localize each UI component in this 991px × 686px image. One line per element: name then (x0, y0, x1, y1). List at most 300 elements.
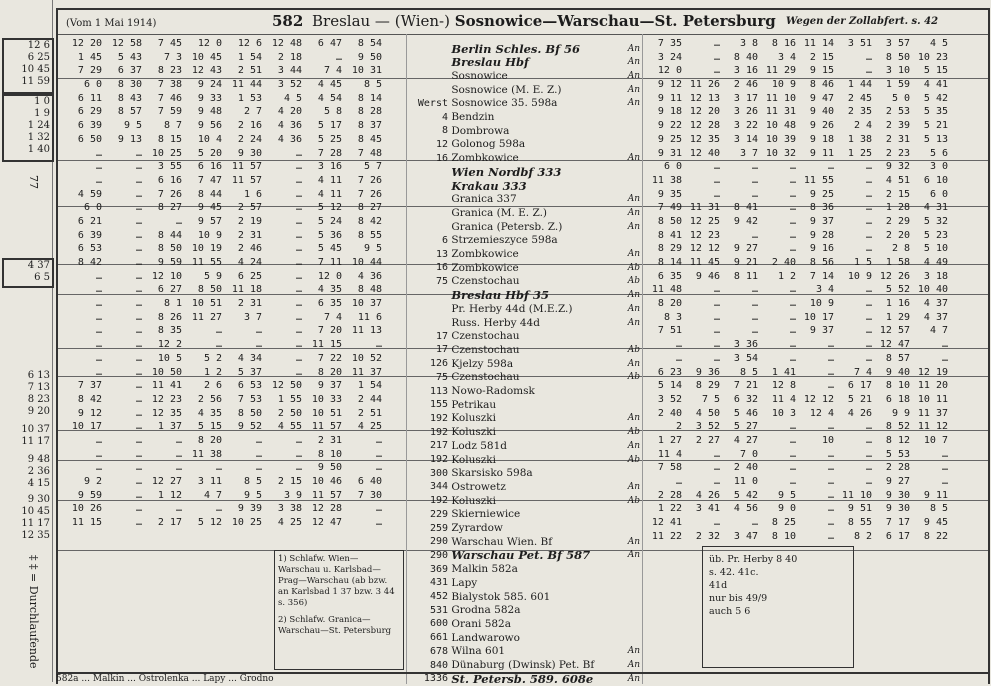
station-km: 290 (429, 536, 448, 548)
station-name: Wilna 601 (451, 645, 506, 658)
time-cell: 7 11 (317, 257, 342, 268)
time-cell: … (865, 215, 872, 227)
time-cell: 2 31 (885, 133, 910, 145)
time-cell: 6 18 (885, 393, 910, 405)
time-cell: 1 27 (657, 434, 682, 446)
time-cell: 11 55 (803, 174, 834, 186)
station-row (410, 494, 640, 507)
time-cell: 7 26 (157, 188, 182, 200)
time-cell: … (135, 352, 142, 364)
time-cell: 8 29 (695, 380, 720, 392)
time-cell: … (95, 434, 102, 446)
time-cell: 9 15 (809, 65, 834, 77)
time-cell: 10 32 (765, 147, 796, 159)
time-cell: … (295, 325, 302, 337)
time-cell: 9 26 (809, 120, 834, 132)
legend-item-2: s. 42. 41c. (709, 567, 759, 578)
time-cell: … (135, 339, 142, 351)
time-row (62, 120, 402, 134)
time-cell: 8 50 (157, 243, 182, 255)
time-cell: 8 50 (885, 51, 910, 63)
time-row (62, 38, 402, 52)
time-cell: 12 28 (689, 120, 720, 132)
station-row (410, 193, 640, 206)
time-cell: 5 8 (323, 106, 342, 118)
station-km: 113 (429, 385, 448, 397)
time-cell: … (865, 65, 872, 77)
time-cell: 11 48 (651, 284, 682, 296)
time-cell: 3 52 (277, 79, 302, 91)
time-cell: 8 45 (357, 133, 382, 145)
time-cell: 8 36 (809, 202, 834, 214)
legend-item-4: nur bis 49/9 (709, 593, 768, 604)
station-row (410, 111, 640, 124)
time-cell: 4 41 (923, 79, 948, 91)
station-name: Czenstochau (451, 330, 520, 343)
station-km: 229 (429, 508, 448, 520)
time-cell: 9 52 (237, 421, 262, 433)
time-cell: 2 32 (695, 530, 720, 542)
time-cell: 8 5 (363, 79, 382, 91)
time-cell: 1 2 (777, 270, 796, 282)
time-row (62, 202, 402, 216)
time-cell: 6 37 (117, 65, 142, 77)
time-cell: … (789, 462, 796, 474)
time-cell: … (713, 311, 720, 323)
time-row (644, 367, 986, 381)
time-cell: … (941, 476, 948, 487)
time-cell: 9 40 (885, 366, 910, 378)
time-cell: 2 46 (733, 79, 758, 91)
station-name: Berlin Schles. Bf 56 (451, 41, 581, 56)
time-cell: 7 59 (157, 106, 182, 118)
time-cell: 12 47 (311, 517, 342, 529)
time-cell: 10 9 (771, 79, 796, 91)
station-row (410, 480, 640, 493)
time-cell: 5 17 (317, 120, 342, 132)
time-row (644, 462, 986, 476)
station-km: 17 (435, 344, 448, 356)
time-cell: 11 37 (351, 366, 382, 378)
time-cell: 1 44 (847, 79, 872, 91)
station-name: Dünaburg (Dwinsk) Pet. Bf (451, 659, 595, 671)
time-cell: … (713, 38, 720, 49)
sidebar-time: 2 36 (27, 466, 50, 477)
station-km: 16 (435, 262, 448, 274)
time-cell: 8 15 (157, 133, 182, 145)
time-cell: 6 25 (237, 270, 262, 282)
time-cell: 3 7 (739, 147, 758, 159)
time-cell: 5 35 (923, 106, 948, 118)
time-cell: 4 7 (929, 325, 948, 337)
time-row (62, 257, 402, 271)
time-row (644, 312, 986, 326)
time-cell: … (865, 434, 872, 446)
time-cell: 3 4 (777, 51, 796, 63)
time-cell: 6 17 (847, 380, 872, 392)
time-cell: … (789, 174, 796, 186)
time-cell: 8 57 (117, 106, 142, 118)
station-arr-dep: An (627, 70, 640, 81)
time-cell: 3 52 (695, 421, 720, 433)
station-row (410, 316, 640, 329)
time-cell: … (135, 284, 142, 296)
station-km: 344 (429, 481, 448, 493)
time-cell: 8 50 (197, 284, 222, 296)
time-cell: 9 42 (733, 215, 758, 227)
time-cell: 5 24 (317, 215, 342, 227)
time-cell: 10 26 (71, 503, 102, 515)
time-cell: 8 50 (657, 215, 682, 227)
time-cell: 12 50 (271, 380, 302, 392)
station-name: Krakau 333 (451, 178, 527, 193)
time-cell: … (295, 257, 302, 268)
time-cell: 6 0 (83, 202, 102, 214)
time-cell: 12 6 (237, 38, 262, 49)
time-cell: … (827, 517, 834, 529)
time-cell: 9 37 (809, 325, 834, 337)
time-cell: 8 56 (809, 257, 834, 268)
time-cell: 8 11 (733, 270, 758, 282)
station-km: 600 (429, 618, 448, 630)
time-cell: 10 51 (191, 298, 222, 310)
time-cell: 11 44 (231, 79, 262, 91)
time-row (644, 271, 986, 285)
time-cell: 9 24 (197, 79, 222, 91)
time-cell: 5 15 (197, 421, 222, 433)
time-cell: … (865, 462, 872, 474)
station-name: Breslau Hbf 35 (451, 288, 549, 303)
station-km: 217 (429, 440, 448, 452)
time-cell: 11 31 (689, 202, 720, 214)
time-cell: 8 41 (657, 229, 682, 241)
time-cell: 2 20 (885, 229, 910, 241)
station-name: Golonog 598a (451, 138, 526, 151)
vertical-legend: ‡ ‡ = Durchlaufende (27, 555, 40, 669)
station-arr-dep: An (627, 440, 640, 451)
time-cell: … (135, 407, 142, 419)
station-km: 13 (435, 248, 448, 260)
time-cell: … (255, 434, 262, 446)
station-row (410, 97, 640, 110)
time-cell: 9 2 (83, 476, 102, 487)
time-cell: 7 22 (317, 352, 342, 364)
time-cell: 6 0 (663, 161, 682, 173)
time-cell: 1 28 (885, 202, 910, 214)
time-cell: 8 55 (357, 229, 382, 241)
time-cell: 9 18 (657, 106, 682, 118)
time-cell: 3 11 (197, 476, 222, 487)
time-cell: … (375, 517, 382, 529)
time-cell: … (135, 421, 142, 433)
time-cell: 1 22 (657, 503, 682, 515)
time-row (62, 230, 402, 244)
time-cell: 3 8 (739, 38, 758, 49)
time-cell: 9 45 (197, 202, 222, 214)
sidebar-time: 6 5 (34, 272, 50, 283)
route-plain-2: (Wien-) (394, 12, 450, 30)
time-cell: … (751, 161, 758, 173)
time-cell: 3 9 (283, 489, 302, 501)
time-cell: 8 41 (733, 202, 758, 214)
time-row (644, 243, 986, 257)
time-cell: … (135, 448, 142, 460)
sidebar-time: 12 6 (27, 40, 50, 51)
time-cell: 10 17 (71, 421, 102, 433)
time-cell: … (175, 462, 182, 474)
time-cell: … (135, 229, 142, 241)
time-cell: … (789, 448, 796, 460)
station-row (410, 234, 640, 247)
station-name: Russ. Herby 44d (451, 316, 540, 329)
time-cell: 3 14 (733, 133, 758, 145)
station-name: Lodz 581d (451, 439, 507, 452)
time-cell: … (827, 448, 834, 460)
time-cell: … (713, 462, 720, 474)
time-cell: … (135, 174, 142, 186)
time-cell: 8 44 (157, 229, 182, 241)
time-cell: 7 51 (657, 325, 682, 337)
time-cell: … (175, 503, 182, 515)
time-cell: … (675, 339, 682, 351)
customs-note: Wegen der Zollabfert. s. 42 (786, 16, 939, 27)
time-cell: 12 25 (689, 215, 720, 227)
station-row (410, 522, 640, 535)
time-row (62, 175, 402, 189)
time-cell: 11 29 (765, 65, 796, 77)
time-cell: 3 4 (815, 284, 834, 296)
time-row (644, 65, 986, 79)
sidebar-time: 10 37 (21, 424, 50, 435)
station-arr-dep: Ab (627, 454, 640, 465)
time-cell: … (135, 257, 142, 268)
station-name: Koluszki (451, 494, 496, 507)
time-cell: … (941, 352, 948, 364)
time-cell: 3 44 (277, 65, 302, 77)
time-cell: … (941, 448, 948, 460)
time-cell: 12 40 (689, 147, 720, 159)
time-cell: 1 45 (77, 51, 102, 63)
time-cell: 5 6 (929, 147, 948, 159)
time-cell: 7 20 (317, 325, 342, 337)
time-cell: 7 5 (701, 393, 720, 405)
time-cell: … (135, 462, 142, 474)
time-cell: 12 20 (71, 38, 102, 49)
time-cell: 2 53 (885, 106, 910, 118)
time-cell: 8 1 (163, 298, 182, 310)
station-row (410, 138, 640, 151)
time-cell: 6 35 (657, 270, 682, 282)
time-cell: 9 47 (809, 92, 834, 104)
time-cell: … (95, 284, 102, 296)
time-cell: 4 26 (695, 489, 720, 501)
station-row (410, 508, 640, 521)
time-cell: 3 18 (923, 270, 948, 282)
time-cell: 10 45 (191, 51, 222, 63)
time-cell: … (215, 462, 222, 474)
station-name: Bendzin (451, 111, 495, 123)
time-cell: 12 57 (879, 325, 910, 337)
time-cell: 9 25 (809, 188, 834, 200)
station-km: 12 (435, 138, 448, 150)
time-cell: 4 5 (929, 38, 948, 49)
sleeper-note-1: 1) Schlafw. Wien—Warschau u. Karlsbad—Prag—Warschau (ab bzw. an Karlsbad 1 37 bzw. 3 44 s. 356) (278, 554, 395, 608)
station-name: Czenstochau (451, 371, 520, 384)
station-name: Koluszki (451, 453, 496, 466)
time-cell: 9 5 (363, 243, 382, 255)
sidebar-time: 10 45 (21, 64, 50, 75)
time-cell: … (713, 174, 720, 186)
station-row (410, 248, 640, 261)
time-cell: 4 36 (277, 133, 302, 145)
time-cell: 4 56 (733, 503, 758, 515)
time-cell: … (713, 325, 720, 337)
station-km: 192 (429, 426, 448, 438)
time-cell: 9 5 (243, 489, 262, 501)
time-cell: 11 13 (351, 325, 382, 337)
station-km: 840 (429, 659, 448, 671)
legend-item-1: üb. Pr. Herby 8 40 (709, 554, 798, 565)
time-cell: 4 36 (357, 270, 382, 282)
time-cell: 9 35 (657, 188, 682, 200)
station-row (410, 343, 640, 356)
time-cell: 6 29 (77, 106, 102, 118)
time-cell: … (865, 229, 872, 241)
time-cell: 5 32 (923, 215, 948, 227)
station-arr-dep: An (627, 57, 640, 68)
time-row (62, 449, 402, 463)
station-row (410, 576, 640, 589)
sidebar-time: 9 30 (27, 494, 50, 505)
time-cell: 10 19 (191, 243, 222, 255)
time-cell: 8 25 (771, 517, 796, 529)
time-cell: 10 33 (311, 393, 342, 405)
station-row (410, 289, 640, 302)
time-cell: 11 37 (917, 407, 948, 419)
time-cell: 11 27 (191, 311, 222, 323)
time-cell: … (865, 202, 872, 214)
station-row (410, 220, 640, 233)
time-cell: 8 2 (853, 530, 872, 542)
time-cell: 9 18 (809, 133, 834, 145)
time-cell: 5 42 (733, 489, 758, 501)
sidebar-time: 4 37 (27, 260, 50, 271)
time-cell: … (941, 339, 948, 351)
time-cell: 2 39 (885, 120, 910, 132)
time-cell: 12 0 (197, 38, 222, 49)
time-cell: 2 (675, 421, 682, 433)
time-cell: 2 35 (847, 106, 872, 118)
time-cell: 1 2 (203, 366, 222, 378)
time-cell: 1 16 (885, 298, 910, 310)
time-cell: 7 35 (657, 38, 682, 49)
station-name: Malkin 582a (451, 563, 518, 576)
time-cell: 6 53 (77, 243, 102, 255)
time-cell: … (135, 393, 142, 405)
time-cell: 8 27 (157, 202, 182, 214)
time-cell: … (135, 325, 142, 337)
station-row (410, 659, 640, 672)
time-cell: 6 16 (197, 161, 222, 173)
legend-item-3: 41d (709, 580, 728, 591)
time-cell: 5 2 (203, 352, 222, 364)
time-row (644, 353, 986, 367)
time-row (62, 106, 402, 120)
time-cell: … (827, 339, 834, 351)
station-arr-dep: An (627, 358, 640, 369)
time-cell: … (789, 339, 796, 351)
time-cell: 9 12 (77, 407, 102, 419)
time-row (62, 134, 402, 148)
time-row (62, 435, 402, 449)
time-cell: 7 17 (885, 517, 910, 529)
station-name: Zyrardow (451, 522, 503, 534)
time-cell: 10 25 (151, 147, 182, 159)
time-cell: 1 6 (243, 188, 262, 200)
station-arr-dep: An (627, 207, 640, 218)
time-cell: … (95, 298, 102, 310)
station-km: 17 (435, 330, 448, 342)
station-km: 126 (429, 358, 448, 370)
time-row (644, 148, 986, 162)
time-cell: 8 42 (77, 257, 102, 268)
table-number: 582 (272, 12, 304, 30)
time-cell: … (865, 243, 872, 255)
time-cell: … (713, 448, 720, 460)
time-cell: … (827, 462, 834, 474)
time-cell: 10 40 (917, 284, 948, 296)
time-cell: 10 48 (765, 120, 796, 132)
time-cell: … (95, 311, 102, 323)
time-cell: 9 21 (733, 257, 758, 268)
time-cell: 8 14 (357, 92, 382, 104)
time-row (62, 339, 402, 353)
time-cell: … (713, 51, 720, 63)
time-cell: 3 7 (243, 311, 262, 323)
station-name: Granica (Petersb. Z.) (451, 220, 563, 233)
time-cell: 8 12 (885, 434, 910, 446)
station-arr-dep: An (627, 536, 640, 547)
time-cell: 12 26 (879, 270, 910, 282)
station-km: 6 (441, 234, 448, 246)
time-cell: … (95, 147, 102, 159)
time-cell: 8 26 (157, 311, 182, 323)
time-cell: 4 50 (695, 407, 720, 419)
time-row (62, 284, 402, 298)
time-cell: 8 30 (117, 79, 142, 91)
time-cell: … (375, 339, 382, 351)
time-cell: 2 27 (695, 434, 720, 446)
time-cell: … (295, 366, 302, 378)
time-cell: 12 13 (689, 92, 720, 104)
time-cell: 5 43 (117, 51, 142, 63)
time-cell: 2 31 (237, 298, 262, 310)
station-km: 661 (429, 632, 448, 644)
time-row (62, 517, 402, 531)
time-row (644, 189, 986, 203)
time-cell: 7 4 (323, 65, 342, 77)
time-cell: 2 15 (277, 476, 302, 487)
time-cell: 9 50 (357, 51, 382, 63)
time-cell: 11 10 (765, 92, 796, 104)
time-cell: … (827, 476, 834, 487)
time-cell: 5 12 (197, 517, 222, 529)
time-cell: 9 45 (923, 517, 948, 529)
station-row (410, 426, 640, 439)
time-cell: … (827, 530, 834, 542)
station-row (410, 56, 640, 69)
time-cell: 10 9 (197, 229, 222, 241)
